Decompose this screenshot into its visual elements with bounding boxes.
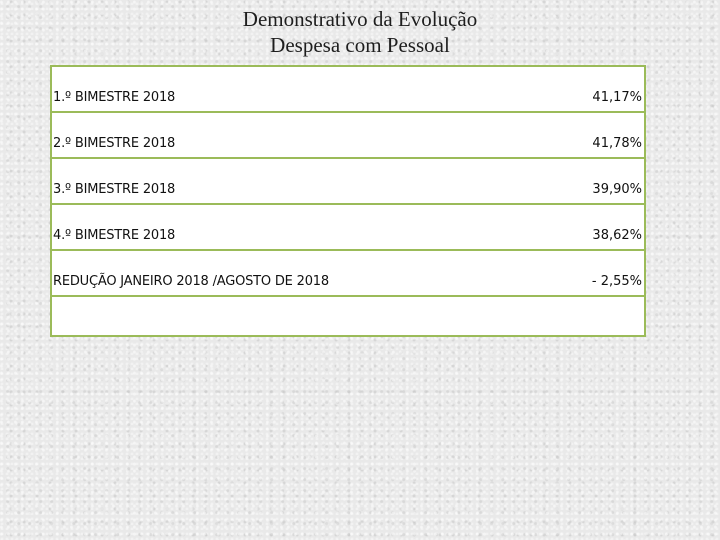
row-value: 41,78%: [592, 136, 642, 151]
table-row: [52, 67, 644, 113]
row-label: 2.º BIMESTRE 2018: [53, 136, 176, 151]
table-row: [52, 159, 644, 205]
row-label: 4.º BIMESTRE 2018: [53, 228, 176, 243]
row-value: 38,62%: [592, 228, 642, 243]
row-value: 41,17%: [592, 90, 642, 105]
title-line-1: Demonstrativo da Evolução: [242, 7, 478, 31]
title-line-2: Despesa com Pessoal: [270, 33, 450, 57]
table-row-total: [52, 251, 644, 297]
row-label: REDUÇÃO JANEIRO 2018 /AGOSTO DE 2018: [53, 274, 329, 289]
expense-table: [50, 65, 646, 337]
table-row: [52, 205, 644, 251]
row-value: 39,90%: [592, 182, 642, 197]
row-label: 3.º BIMESTRE 2018: [53, 182, 176, 197]
page-title: [0, 6, 720, 58]
row-value: - 2,55%: [591, 274, 642, 289]
row-label: 1.º BIMESTRE 2018: [53, 90, 176, 105]
table-row: [52, 113, 644, 159]
